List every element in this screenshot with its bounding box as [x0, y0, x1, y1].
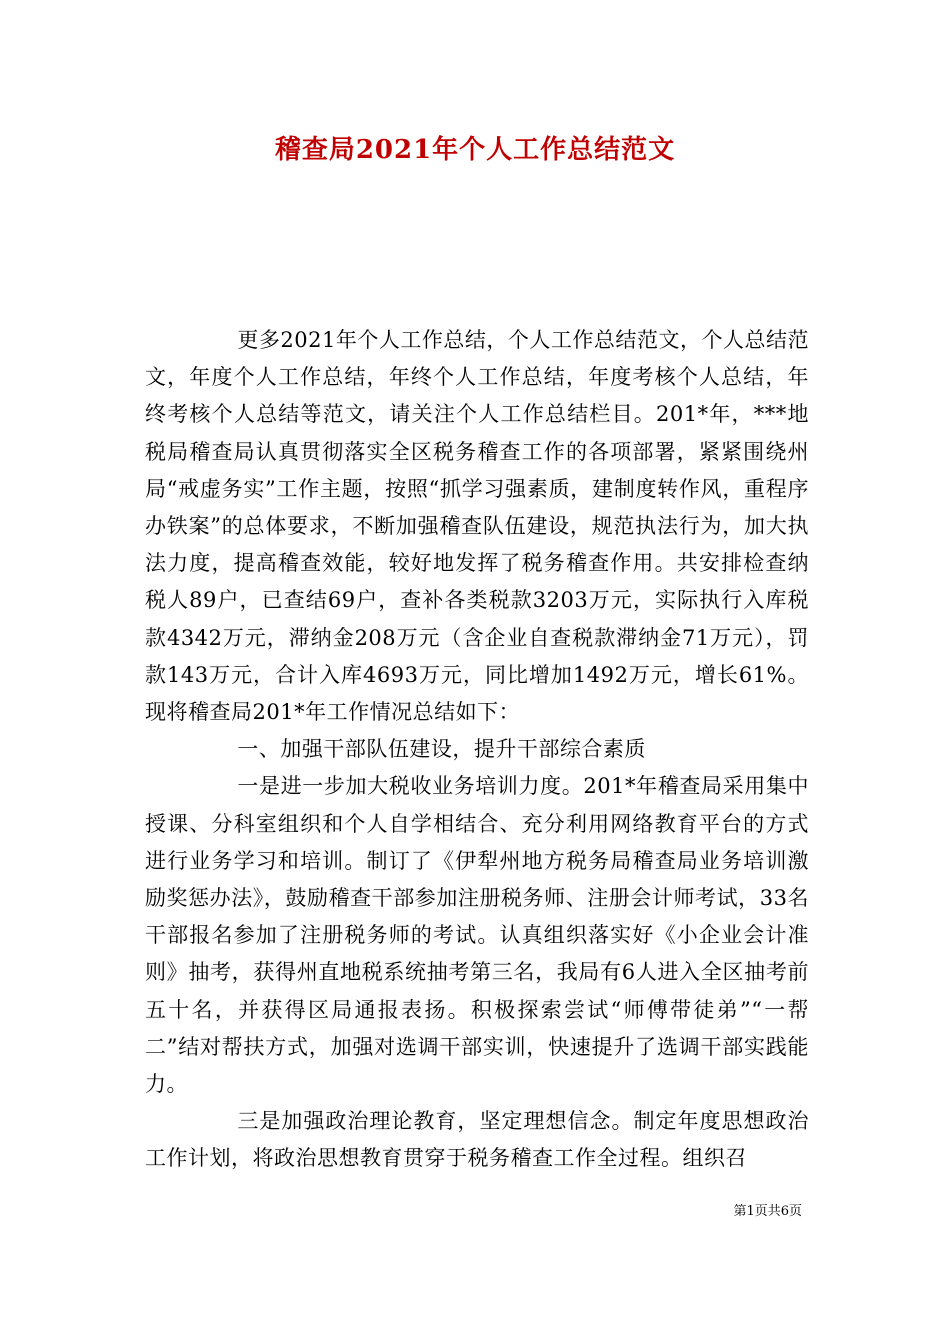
paragraph-intro: 更多2021年个人工作总结，个人工作总结范文，个人总结范文，年度个人工作总结，年终个人工作总结，年度考核个人总结，年终考核个人总结等范文，请关注个人工作总结栏目。201*年，***地税局稽查局认真贯彻落实全区税务稽查工作的各项部署，紧紧围绕州局“戒虚务实”工作主题，按照“抓学习强素质，建制度转作风，重程序办铁案”的总体要求，不断加强稽查队伍建设，规范执法行为，加大执法力度，提高稽查效能，较好地发挥了税务稽查作用。共安排检查纳税人89户，已查结69户，查补各类税款3203万元，实际执行入库税款4342万元，滞纳金208万元（含企业自查税款滞纳金71万元），罚款143万元，合计入库4693万元，同比增加1492万元，增长61%。现将稽查局201*年工作情况总结如下：	[145, 328, 809, 725]
page-number-footer: 第1页共6页	[733, 1204, 802, 1219]
document-title: 稽查局2021年个人工作总结范文	[274, 135, 676, 165]
paragraph-training: 一是进一步加大税收业务培训力度。201*年稽查局采用集中授课、分科室组织和个人自学相结合、充分利用网络教育平台的方式进行业务学习和培训。制订了《伊犁州地方税务局稽查局业务培训激励奖惩办法》，鼓励稽查干部参加注册税务师、注册会计师考试，33名干部报名参加了注册税务师的考试。认真组织落实好《小企业会计准则》抽考，获得州直地税系统抽考第三名，我局有6人进入全区抽考前五十名，并获得区局通报表扬。积极探索尝试“师傅带徒弟”“一帮二”结对帮扶方式，加强对选调干部实训，快速提升了选调干部实践能力。	[145, 774, 809, 1097]
document-body	[145, 322, 809, 1178]
paragraph-political-education: 三是加强政治理论教育，坚定理想信念。制定年度思想政治工作计划，将政治思想教育贯穿于税务稽查工作全过程。组织召	[145, 1109, 809, 1171]
section-heading: 一、加强干部队伍建设，提升干部综合素质	[237, 737, 646, 762]
